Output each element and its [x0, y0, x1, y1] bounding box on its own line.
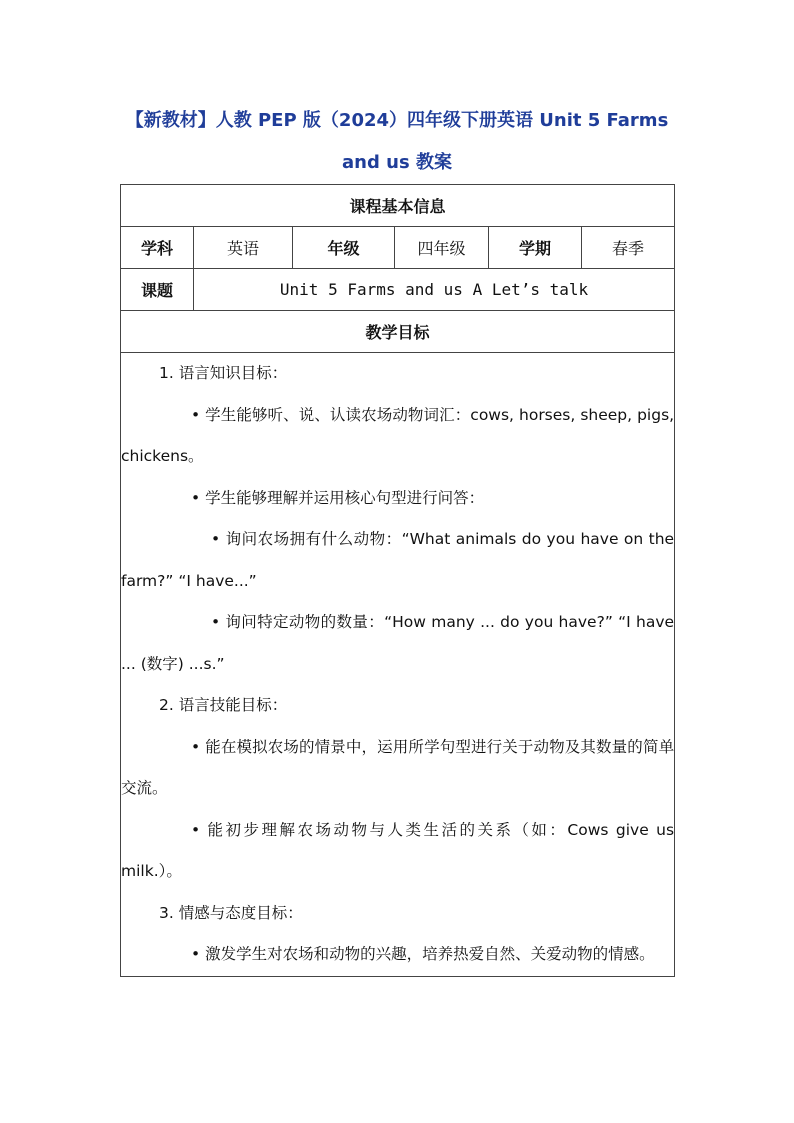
- section-header-course-info: 课程基本信息: [121, 185, 675, 227]
- section-header-teaching-goals: 教学目标: [121, 311, 675, 353]
- table-row: [121, 269, 675, 311]
- table-row: [121, 311, 675, 353]
- term-value: 春季: [582, 227, 675, 269]
- lesson-plan-table: [120, 184, 675, 977]
- goal-1-bullet-1: • 学生能够听、说、认读农场动物词汇：cows, horses, sheep, pigs, chickens。: [121, 405, 675, 465]
- teaching-goals-cell: [121, 353, 675, 977]
- grade-label: 年级: [293, 227, 395, 269]
- topic-label: 课题: [121, 269, 194, 311]
- goal-2-bullet-1: • 能在模拟农场的情景中，运用所学句型进行关于动物及其数量的简单交流。: [121, 737, 675, 797]
- grade-value: 四年级: [395, 227, 489, 269]
- table-row: [121, 227, 675, 269]
- topic-value: Unit 5 Farms and us A Let’s talk: [194, 269, 675, 311]
- goal-3-bullet-1: • 激发学生对农场和动物的兴趣，培养热爱自然、关爱动物的情感。: [191, 945, 655, 963]
- subject-label: 学科: [121, 227, 194, 269]
- subject-value: 英语: [194, 227, 293, 269]
- table-row: [121, 353, 675, 977]
- goal-2-bullet-2: • 能初步理解农场动物与人类生活的关系（如：Cows give us milk.）。: [121, 820, 675, 880]
- term-label: 学期: [489, 227, 582, 269]
- goal-2-heading: 2. 语言技能目标：: [159, 696, 288, 714]
- goal-1-heading: 1. 语言知识目标：: [159, 364, 288, 382]
- goal-1-bullet-2: • 学生能够理解并运用核心句型进行问答：: [191, 488, 485, 507]
- document-title: [95, 100, 699, 184]
- goal-3-heading: 3. 情感与态度目标：: [159, 903, 303, 922]
- goal-1-sub-bullet-2: • 询问特定动物的数量：“How many ... do you have?” “I have ... (数字) ...s.”: [121, 613, 675, 673]
- table-row: [121, 185, 675, 227]
- title-line-1: 【新教材】人教 PEP 版（2024）四年级下册英语 Unit 5 Farms: [125, 110, 669, 131]
- title-line-2: and us 教案: [342, 152, 452, 173]
- goal-1-sub-bullet-1: • 询问农场拥有什么动物：“What animals do you have on the farm?” “I have...”: [121, 530, 675, 590]
